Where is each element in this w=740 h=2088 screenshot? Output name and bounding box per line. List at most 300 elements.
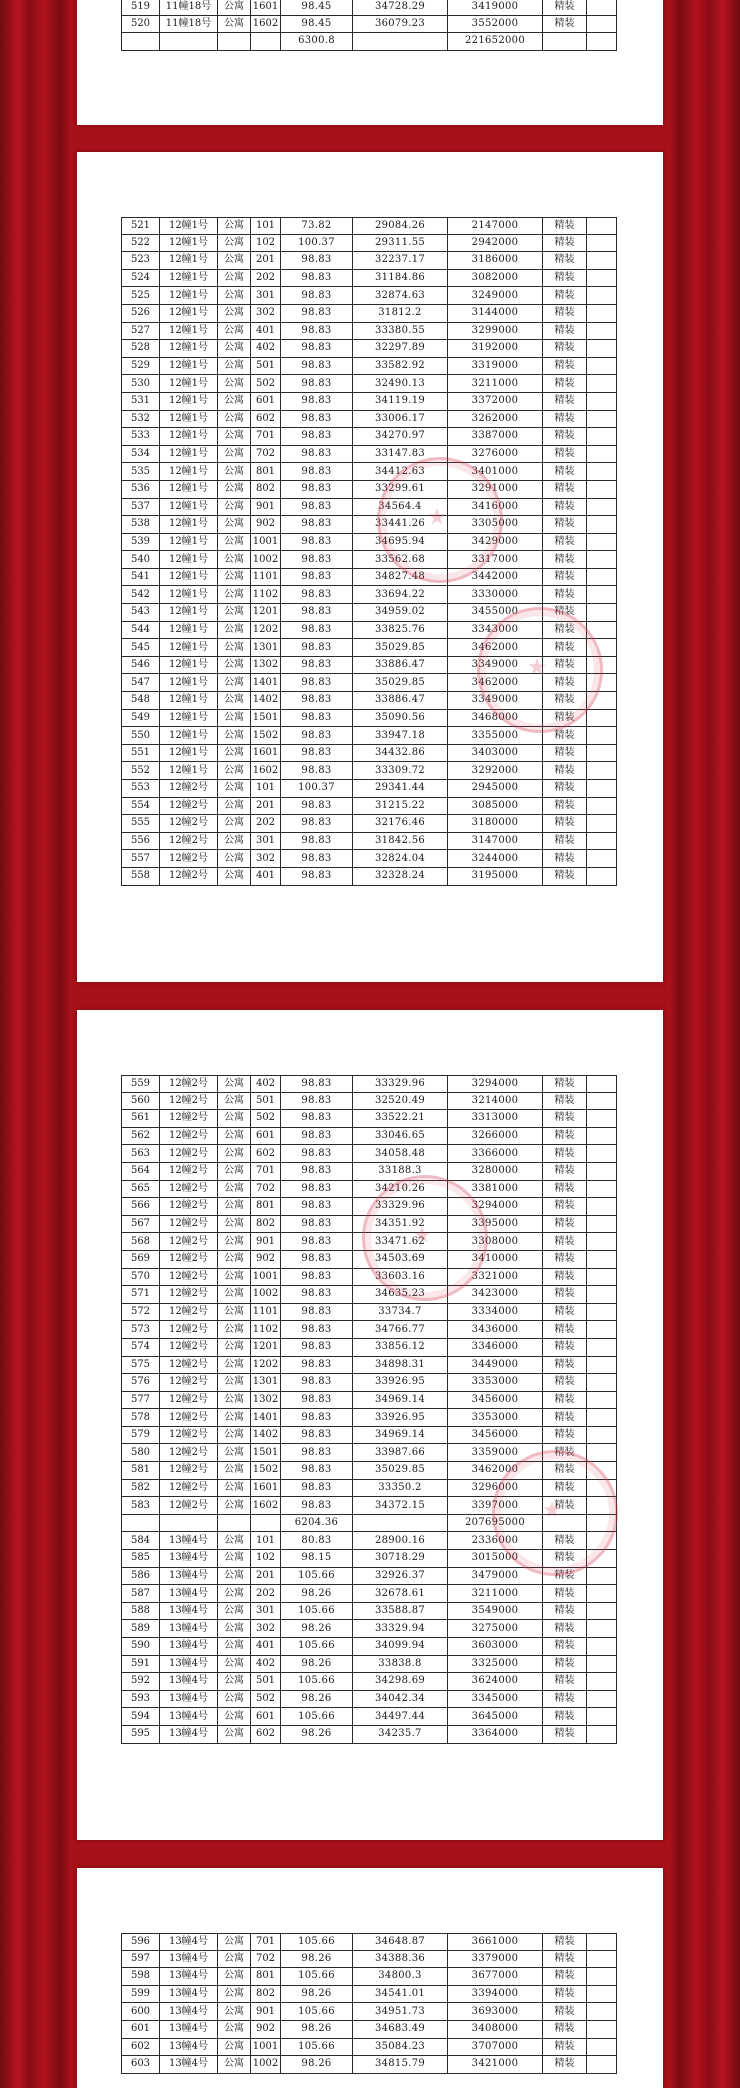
cell-total-price: 3082000: [448, 270, 543, 288]
cell-room: 201: [251, 798, 281, 816]
table-row: [121, 2021, 617, 2039]
cell-type: 公寓: [218, 1638, 251, 1656]
cell-unit-price: 34298.69: [353, 1673, 448, 1691]
cell-total-price: 3280000: [448, 1163, 543, 1181]
cell-room: 1102: [251, 586, 281, 604]
cell-note: [587, 252, 617, 270]
table-row: [121, 604, 617, 622]
cell-area: 98.83: [281, 375, 353, 393]
cell-decoration: 精装: [543, 1110, 587, 1128]
cell-building: 12幢1号: [160, 358, 218, 376]
cell-building: 12幢1号: [160, 569, 218, 587]
cell-index: 596: [121, 1933, 160, 1951]
cell-type: 公寓: [218, 2056, 251, 2074]
cell-type: [218, 33, 251, 51]
cell-decoration: 精装: [543, 1986, 587, 2004]
cell-decoration: 精装: [543, 1532, 587, 1550]
cell-total-price: 3321000: [448, 1269, 543, 1287]
cell-note: [587, 1128, 617, 1146]
cell-decoration: 精装: [543, 815, 587, 833]
cell-decoration: 精装: [543, 270, 587, 288]
cell-type: 公寓: [218, 1374, 251, 1392]
cell-index: 584: [121, 1532, 160, 1550]
cell-unit-price: 34412.63: [353, 463, 448, 481]
cell-area: 98.83: [281, 1093, 353, 1111]
cell-unit-price: 31812.2: [353, 305, 448, 323]
cell-unit-price: 29341.44: [353, 780, 448, 798]
cell-unit-price: 33147.83: [353, 446, 448, 464]
cell-unit-price: 34503.69: [353, 1251, 448, 1269]
cell-decoration: 精装: [543, 1951, 587, 1969]
cell-note: [587, 1269, 617, 1287]
cell-building: 12幢2号: [160, 833, 218, 851]
cell-index: 587: [121, 1585, 160, 1603]
cell-decoration: 精装: [543, 710, 587, 728]
cell-note: [587, 1304, 617, 1322]
cell-area: 98.26: [281, 1726, 353, 1744]
cell-type: 公寓: [218, 710, 251, 728]
cell-decoration: 精装: [543, 1409, 587, 1427]
cell-room: 602: [251, 411, 281, 429]
cell-index: 561: [121, 1110, 160, 1128]
cell-room: 1402: [251, 1427, 281, 1445]
cell-index: 538: [121, 516, 160, 534]
cell-note: [587, 1374, 617, 1392]
cell-total-price: 3624000: [448, 1673, 543, 1691]
table-row: [121, 1269, 617, 1287]
cell-unit-price: 34372.15: [353, 1497, 448, 1515]
table-row: [121, 393, 617, 411]
cell-room: 402: [251, 340, 281, 358]
cell-index: 566: [121, 1198, 160, 1216]
cell-building: 12幢1号: [160, 446, 218, 464]
table-row: [121, 323, 617, 341]
cell-index: 589: [121, 1620, 160, 1638]
cell-type: 公寓: [218, 1128, 251, 1146]
table-row: [121, 710, 617, 728]
cell-total-price: 3319000: [448, 358, 543, 376]
cell-building: 12幢1号: [160, 375, 218, 393]
cell-note: [587, 1933, 617, 1951]
cell-decoration: 精装: [543, 481, 587, 499]
cell-index: 571: [121, 1286, 160, 1304]
cell-total-price: 3276000: [448, 446, 543, 464]
cell-unit-price: 34898.31: [353, 1357, 448, 1375]
cell-decoration: 精装: [543, 1708, 587, 1726]
cell-index: 531: [121, 393, 160, 411]
cell-decoration: 精装: [543, 1427, 587, 1445]
cell-index: 556: [121, 833, 160, 851]
cell-total-price: 3147000: [448, 833, 543, 851]
price-table-1: [121, 0, 617, 51]
cell-room: 502: [251, 1110, 281, 1128]
cell-type: 公寓: [218, 1568, 251, 1586]
cell-type: 公寓: [218, 516, 251, 534]
cell-decoration: 精装: [543, 463, 587, 481]
table-row: [121, 1497, 617, 1515]
cell-area: 105.66: [281, 1638, 353, 1656]
cell-note: [587, 375, 617, 393]
cell-area: 98.15: [281, 1550, 353, 1568]
cell-decoration: 精装: [543, 868, 587, 886]
cell-index: 565: [121, 1181, 160, 1199]
cell-index: 582: [121, 1480, 160, 1498]
cell-note: [587, 1462, 617, 1480]
cell-area: 6204.36: [281, 1515, 353, 1533]
cell-area: 98.83: [281, 323, 353, 341]
cell-total-price: 3275000: [448, 1620, 543, 1638]
cell-decoration: 精装: [543, 1233, 587, 1251]
cell-index: 593: [121, 1691, 160, 1709]
cell-index: 542: [121, 586, 160, 604]
cell-decoration: 精装: [543, 1198, 587, 1216]
table-row: [121, 1427, 617, 1445]
cell-decoration: 精装: [543, 1339, 587, 1357]
cell-total-price: 3355000: [448, 727, 543, 745]
cell-type: 公寓: [218, 1480, 251, 1498]
cell-room: 1101: [251, 1304, 281, 1322]
cell-note: [587, 710, 617, 728]
cell-total-price: 3645000: [448, 1708, 543, 1726]
cell-total-price: 3244000: [448, 850, 543, 868]
cell-room: 1502: [251, 1462, 281, 1480]
cell-decoration: 精装: [543, 1321, 587, 1339]
cell-decoration: 精装: [543, 1145, 587, 1163]
cell-type: 公寓: [218, 868, 251, 886]
table-row: [121, 1515, 617, 1533]
cell-type: 公寓: [218, 1427, 251, 1445]
cell-type: 公寓: [218, 393, 251, 411]
table-row: [121, 2003, 617, 2021]
cell-room: 1601: [251, 0, 281, 16]
cell-room: 1001: [251, 1269, 281, 1287]
cell-unit-price: 34815.79: [353, 2056, 448, 2074]
cell-decoration: 精装: [543, 235, 587, 253]
cell-type: 公寓: [218, 1620, 251, 1638]
cell-total-price: 3436000: [448, 1321, 543, 1339]
cell-unit-price: 33329.94: [353, 1620, 448, 1638]
cell-total-price: 3305000: [448, 516, 543, 534]
cell-type: 公寓: [218, 833, 251, 851]
cell-total-price: 3456000: [448, 1427, 543, 1445]
cell-room: 402: [251, 1656, 281, 1674]
cell-index: 564: [121, 1163, 160, 1181]
cell-note: [587, 1163, 617, 1181]
cell-index: 543: [121, 604, 160, 622]
cell-total-price: 3661000: [448, 1933, 543, 1951]
cell-room: 402: [251, 1075, 281, 1093]
cell-index: 602: [121, 2039, 160, 2057]
price-table-4: [121, 1933, 617, 2074]
cell-decoration: 精装: [543, 1673, 587, 1691]
cell-unit-price: 33046.65: [353, 1128, 448, 1146]
cell-unit-price: 36079.23: [353, 16, 448, 34]
cell-type: 公寓: [218, 622, 251, 640]
cell-area: 98.83: [281, 639, 353, 657]
cell-type: 公寓: [218, 2003, 251, 2021]
cell-total-price: 3449000: [448, 1357, 543, 1375]
cell-area: 105.66: [281, 1933, 353, 1951]
cell-index: 520: [121, 16, 160, 34]
cell-unit-price: 34728.29: [353, 0, 448, 16]
cell-building: 12幢2号: [160, 1269, 218, 1287]
table-row: [121, 780, 617, 798]
cell-building: 13幢4号: [160, 1673, 218, 1691]
cell-type: 公寓: [218, 1708, 251, 1726]
cell-building: 12幢1号: [160, 463, 218, 481]
table-row: [121, 358, 617, 376]
table-row: [121, 1691, 617, 1709]
cell-room: 601: [251, 1128, 281, 1146]
cell-unit-price: 35029.85: [353, 674, 448, 692]
cell-index: 574: [121, 1339, 160, 1357]
cell-building: 12幢1号: [160, 622, 218, 640]
cell-decoration: 精装: [543, 798, 587, 816]
cell-building: 12幢2号: [160, 1286, 218, 1304]
cell-note: [587, 2039, 617, 2057]
cell-unit-price: 33886.47: [353, 692, 448, 710]
cell-building: 12幢2号: [160, 868, 218, 886]
cell-type: 公寓: [218, 1269, 251, 1287]
cell-room: 801: [251, 463, 281, 481]
cell-note: [587, 1708, 617, 1726]
cell-type: 公寓: [218, 1233, 251, 1251]
cell-room: 1002: [251, 551, 281, 569]
cell-room: 1602: [251, 1497, 281, 1515]
table-row: [121, 16, 617, 34]
table-row: [121, 340, 617, 358]
cell-note: [587, 1427, 617, 1445]
cell-unit-price: 34119.19: [353, 393, 448, 411]
cell-building: 12幢2号: [160, 1075, 218, 1093]
cell-type: 公寓: [218, 586, 251, 604]
cell-area: 73.82: [281, 217, 353, 235]
cell-note: [587, 270, 617, 288]
document-page-4: [77, 1868, 663, 2088]
cell-room: 702: [251, 446, 281, 464]
cell-total-price: 3372000: [448, 393, 543, 411]
cell-decoration: 精装: [543, 2003, 587, 2021]
cell-total-price: 3317000: [448, 551, 543, 569]
cell-index: [121, 1515, 160, 1533]
cell-room: 1301: [251, 639, 281, 657]
cell-unit-price: 32490.13: [353, 375, 448, 393]
cell-note: [587, 393, 617, 411]
table-row: [121, 1093, 617, 1111]
cell-building: 12幢2号: [160, 1497, 218, 1515]
cell-index: 547: [121, 674, 160, 692]
table-row: [121, 674, 617, 692]
cell-note: [587, 1673, 617, 1691]
cell-unit-price: 32926.37: [353, 1568, 448, 1586]
cell-type: 公寓: [218, 358, 251, 376]
cell-building: 12幢1号: [160, 499, 218, 517]
cell-note: [587, 463, 617, 481]
cell-unit-price: 33309.72: [353, 762, 448, 780]
cell-index: 546: [121, 657, 160, 675]
cell-area: 98.83: [281, 622, 353, 640]
cell-room: 301: [251, 287, 281, 305]
cell-room: 1401: [251, 674, 281, 692]
cell-building: 12幢2号: [160, 1409, 218, 1427]
cell-room: 102: [251, 235, 281, 253]
cell-room: 301: [251, 833, 281, 851]
cell-room: 1001: [251, 2039, 281, 2057]
cell-unit-price: 30718.29: [353, 1550, 448, 1568]
cell-type: 公寓: [218, 569, 251, 587]
cell-building: 12幢2号: [160, 1233, 218, 1251]
cell-total-price: 2147000: [448, 217, 543, 235]
cell-note: [587, 1585, 617, 1603]
cell-building: 12幢1号: [160, 727, 218, 745]
table-row: [121, 1585, 617, 1603]
cell-unit-price: 34058.48: [353, 1145, 448, 1163]
cell-building: 13幢4号: [160, 1691, 218, 1709]
cell-note: [587, 1093, 617, 1111]
cell-unit-price: 32678.61: [353, 1585, 448, 1603]
cell-index: 528: [121, 340, 160, 358]
cell-index: 567: [121, 1216, 160, 1234]
cell-area: 100.37: [281, 780, 353, 798]
cell-index: 529: [121, 358, 160, 376]
table-row: [121, 1181, 617, 1199]
cell-area: 98.83: [281, 604, 353, 622]
cell-index: 559: [121, 1075, 160, 1093]
price-table-2: [121, 217, 617, 886]
cell-index: 524: [121, 270, 160, 288]
cell-room: 802: [251, 481, 281, 499]
cell-room: 201: [251, 1568, 281, 1586]
cell-index: 554: [121, 798, 160, 816]
cell-note: [587, 1638, 617, 1656]
cell-decoration: 精装: [543, 1656, 587, 1674]
cell-total-price: 3349000: [448, 657, 543, 675]
cell-building: 12幢2号: [160, 1216, 218, 1234]
cell-unit-price: 34099.94: [353, 1638, 448, 1656]
cell-room: 701: [251, 428, 281, 446]
cell-decoration: 精装: [543, 1374, 587, 1392]
cell-type: 公寓: [218, 745, 251, 763]
cell-building: 13幢4号: [160, 1550, 218, 1568]
cell-building: 12幢2号: [160, 780, 218, 798]
cell-note: [587, 1444, 617, 1462]
cell-area: 98.83: [281, 481, 353, 499]
table-row: [121, 868, 617, 886]
table-row: [121, 534, 617, 552]
cell-index: 590: [121, 1638, 160, 1656]
cell-unit-price: 33588.87: [353, 1603, 448, 1621]
cell-unit-price: 34270.97: [353, 428, 448, 446]
cell-room: 902: [251, 1251, 281, 1269]
cell-note: [587, 428, 617, 446]
cell-type: 公寓: [218, 375, 251, 393]
cell-index: 603: [121, 2056, 160, 2074]
cell-note: [587, 1216, 617, 1234]
cell-area: 98.45: [281, 0, 353, 16]
cell-decoration: 精装: [543, 1163, 587, 1181]
cell-type: 公寓: [218, 1093, 251, 1111]
cell-index: 553: [121, 780, 160, 798]
cell-area: 105.66: [281, 1603, 353, 1621]
cell-area: 98.83: [281, 1251, 353, 1269]
cell-unit-price: 32328.24: [353, 868, 448, 886]
cell-room: 101: [251, 780, 281, 798]
cell-building: 12幢1号: [160, 411, 218, 429]
cell-area: 105.66: [281, 1968, 353, 1986]
cell-note: [587, 2056, 617, 2074]
cell-note: [587, 1951, 617, 1969]
cell-area: 98.83: [281, 252, 353, 270]
cell-note: [587, 1409, 617, 1427]
table-row: [121, 1708, 617, 1726]
cell-decoration: 精装: [543, 1550, 587, 1568]
cell-unit-price: 33838.8: [353, 1656, 448, 1674]
cell-note: [587, 1532, 617, 1550]
cell-note: [587, 798, 617, 816]
cell-area: 98.83: [281, 358, 353, 376]
cell-room: 901: [251, 499, 281, 517]
cell-index: 550: [121, 727, 160, 745]
table-row: [121, 217, 617, 235]
cell-decoration: 精装: [543, 375, 587, 393]
cell-unit-price: 34683.49: [353, 2021, 448, 2039]
cell-type: 公寓: [218, 305, 251, 323]
cell-unit-price: 33926.95: [353, 1374, 448, 1392]
cell-room: 302: [251, 850, 281, 868]
cell-unit-price: 34210.26: [353, 1181, 448, 1199]
cell-building: 13幢4号: [160, 2003, 218, 2021]
cell-area: 98.83: [281, 586, 353, 604]
cell-area: 98.83: [281, 1163, 353, 1181]
cell-index: 548: [121, 692, 160, 710]
cell-note: [587, 1286, 617, 1304]
cell-decoration: 精装: [543, 674, 587, 692]
cell-decoration: 精装: [543, 1128, 587, 1146]
price-table-3: [121, 1075, 617, 1744]
cell-type: [218, 1515, 251, 1533]
cell-room: 702: [251, 1181, 281, 1199]
cell-decoration: 精装: [543, 323, 587, 341]
cell-unit-price: 33329.96: [353, 1075, 448, 1093]
cell-type: 公寓: [218, 798, 251, 816]
cell-unit-price: 33441.26: [353, 516, 448, 534]
cell-total-price: 3397000: [448, 1497, 543, 1515]
cell-room: 202: [251, 815, 281, 833]
cell-type: 公寓: [218, 692, 251, 710]
cell-index: 569: [121, 1251, 160, 1269]
cell-building: 12幢1号: [160, 287, 218, 305]
table-row: [121, 235, 617, 253]
cell-total-price: 2336000: [448, 1532, 543, 1550]
cell-type: 公寓: [218, 1691, 251, 1709]
cell-total-price: 3359000: [448, 1444, 543, 1462]
cell-room: 801: [251, 1968, 281, 1986]
cell-index: 539: [121, 534, 160, 552]
table-row: [121, 1673, 617, 1691]
cell-building: 12幢1号: [160, 428, 218, 446]
cell-index: [121, 33, 160, 51]
cell-type: 公寓: [218, 604, 251, 622]
cell-type: 公寓: [218, 0, 251, 16]
cell-decoration: 精装: [543, 1286, 587, 1304]
cell-building: 12幢1号: [160, 235, 218, 253]
cell-building: 12幢2号: [160, 1444, 218, 1462]
cell-room: 202: [251, 1585, 281, 1603]
table-row: [121, 270, 617, 288]
cell-building: 13幢4号: [160, 1968, 218, 1986]
cell-building: 12幢2号: [160, 1374, 218, 1392]
cell-room: 1301: [251, 1374, 281, 1392]
